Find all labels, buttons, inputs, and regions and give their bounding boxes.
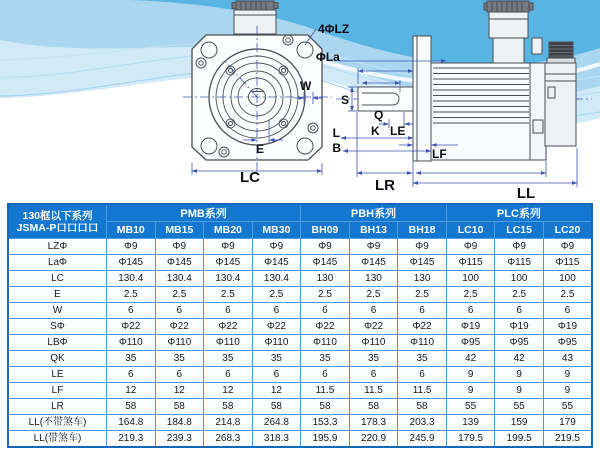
table-cell: 100	[495, 271, 544, 287]
table-cell: Φ9	[252, 239, 301, 255]
table-cell: 12	[204, 383, 253, 399]
table-cell: Φ115	[446, 255, 495, 271]
table-cell: 9	[543, 367, 592, 383]
lifting-lug	[532, 38, 542, 54]
table-cell: 6	[349, 303, 398, 319]
endbell	[530, 63, 546, 160]
table-cell: 35	[155, 351, 204, 367]
table-row	[8, 367, 592, 383]
table-cell: Φ95	[543, 335, 592, 351]
table-cell: Φ9	[349, 239, 398, 255]
table-cell: 9	[543, 383, 592, 399]
label-le: LE	[390, 124, 406, 138]
table-cell: 58	[252, 399, 301, 415]
column-group-header: PBH系列	[301, 204, 447, 222]
table-cell: 178.3	[349, 415, 398, 431]
table-cell: 130.4	[252, 271, 301, 287]
table-cell: 199.5	[495, 431, 544, 448]
table-cell: Φ9	[155, 239, 204, 255]
table-cell: 55	[446, 399, 495, 415]
corner-header	[8, 204, 107, 239]
table-cell: 6	[349, 367, 398, 383]
table-cell: 9	[495, 383, 544, 399]
table-cell: Φ110	[204, 335, 253, 351]
corner-header-line1: 130框以下系列	[22, 209, 93, 222]
row-label: E	[8, 287, 107, 303]
table-cell: 268.3	[204, 431, 253, 448]
table-row	[8, 287, 592, 303]
table-cell: Φ115	[543, 255, 592, 271]
table-cell: 195.9	[301, 431, 350, 448]
table-cell: 130.4	[204, 271, 253, 287]
table-cell: 6	[204, 303, 253, 319]
row-label: LC	[8, 271, 107, 287]
corner-header-line2: JSMA-P口口口口	[16, 221, 99, 234]
table-cell: 2.5	[107, 287, 156, 303]
table-cell: 214.8	[204, 415, 253, 431]
table-cell: Φ22	[349, 319, 398, 335]
label-e: E	[256, 142, 265, 156]
table-cell: 9	[495, 367, 544, 383]
table-cell: Φ145	[349, 255, 398, 271]
table-cell: 35	[349, 351, 398, 367]
table-cell: 2.5	[398, 287, 447, 303]
table-cell: 2.5	[204, 287, 253, 303]
column-header: BH13	[349, 222, 398, 239]
column-header: LC10	[446, 222, 495, 239]
label-lf: LF	[432, 147, 447, 161]
table-cell: 12	[252, 383, 301, 399]
table-cell: Φ9	[543, 239, 592, 255]
table-cell: 6	[155, 303, 204, 319]
table-cell: 58	[107, 399, 156, 415]
table-cell: 219.3	[107, 431, 156, 448]
table-cell: 203.3	[398, 415, 447, 431]
table-cell: 2.5	[349, 287, 398, 303]
table-cell: Φ145	[107, 255, 156, 271]
table-cell: 35	[204, 351, 253, 367]
table-cell: Φ145	[398, 255, 447, 271]
spec-table	[7, 203, 593, 448]
column-header: MB10	[107, 222, 156, 239]
header-group-row	[8, 204, 592, 222]
table-cell: 9	[446, 367, 495, 383]
table-cell: Φ22	[252, 319, 301, 335]
shaft	[358, 87, 413, 111]
table-cell: 2.5	[252, 287, 301, 303]
table-cell: 58	[301, 399, 350, 415]
column-group-header: PMB系列	[107, 204, 301, 222]
table-cell: 130.4	[107, 271, 156, 287]
label-ll: LL	[516, 185, 536, 202]
table-cell: 153.3	[301, 415, 350, 431]
table-cell: Φ22	[398, 319, 447, 335]
column-header: LC15	[495, 222, 544, 239]
label-phi-la: ΦLa	[316, 50, 340, 64]
table-cell: 179	[543, 415, 592, 431]
table-cell: 2.5	[495, 287, 544, 303]
table-cell: 6	[204, 367, 253, 383]
table-row	[8, 303, 592, 319]
table-cell: Φ95	[446, 335, 495, 351]
front-connector	[232, 1, 278, 34]
table-cell: 6	[495, 303, 544, 319]
row-label: QK	[8, 351, 107, 367]
side-flange	[413, 36, 431, 161]
label-b: B	[332, 141, 341, 155]
table-cell: 35	[398, 351, 447, 367]
table-cell: 6	[107, 367, 156, 383]
table-cell: 6	[252, 367, 301, 383]
table-cell: Φ110	[301, 335, 350, 351]
table-row	[8, 399, 592, 415]
table-cell: 2.5	[301, 287, 350, 303]
table-row	[8, 255, 592, 271]
table-cell: 35	[252, 351, 301, 367]
table-cell: 9	[446, 383, 495, 399]
table-cell: 11.5	[398, 383, 447, 399]
row-label: LF	[8, 383, 107, 399]
table-cell: 2.5	[446, 287, 495, 303]
table-cell: 239.3	[155, 431, 204, 448]
row-label: LaΦ	[8, 255, 107, 271]
label-lc: LC	[240, 169, 260, 186]
row-label: LR	[8, 399, 107, 415]
table-cell: Φ19	[495, 319, 544, 335]
table-cell: 264.8	[252, 415, 301, 431]
table-row	[8, 383, 592, 399]
table-cell: Φ145	[252, 255, 301, 271]
table-cell: 220.9	[349, 431, 398, 448]
label-w: W	[300, 79, 312, 93]
table-cell: Φ9	[301, 239, 350, 255]
table-cell: Φ22	[204, 319, 253, 335]
table-row	[8, 431, 592, 448]
table-cell: 58	[204, 399, 253, 415]
table-row	[8, 319, 592, 335]
technical-drawing	[0, 0, 600, 205]
table-cell: Φ145	[155, 255, 204, 271]
table-cell: 11.5	[301, 383, 350, 399]
label-q: Q	[374, 108, 384, 122]
table-cell: 130	[398, 271, 447, 287]
row-label: LBΦ	[8, 335, 107, 351]
table-cell: Φ9	[446, 239, 495, 255]
row-label: W	[8, 303, 107, 319]
table-cell: 55	[495, 399, 544, 415]
table-cell: Φ95	[495, 335, 544, 351]
table-cell: 35	[301, 351, 350, 367]
table-cell: 58	[155, 399, 204, 415]
table-cell: Φ19	[446, 319, 495, 335]
table-cell: 100	[543, 271, 592, 287]
label-l: L	[332, 126, 340, 140]
table-cell: 43	[543, 351, 592, 367]
table-cell: 179.5	[446, 431, 495, 448]
table-cell: 2.5	[543, 287, 592, 303]
table-cell: 6	[398, 367, 447, 383]
table-cell: Φ110	[398, 335, 447, 351]
table-cell: 164.8	[107, 415, 156, 431]
table-cell: Φ145	[301, 255, 350, 271]
column-header: MB30	[252, 222, 301, 239]
row-label: LL(带煞车)	[8, 431, 107, 448]
table-cell: Φ110	[107, 335, 156, 351]
label-s: S	[340, 93, 349, 107]
column-header: BH18	[398, 222, 447, 239]
table-cell: 42	[495, 351, 544, 367]
spec-table-body	[8, 239, 592, 448]
motor-body	[431, 63, 530, 160]
table-cell: 55	[543, 399, 592, 415]
table-cell: 58	[349, 399, 398, 415]
row-label: SΦ	[8, 319, 107, 335]
rear-connector	[545, 42, 576, 146]
table-row	[8, 415, 592, 431]
table-cell: 219.5	[543, 431, 592, 448]
table-cell: 11.5	[349, 383, 398, 399]
label-lr: LR	[375, 177, 395, 194]
table-cell: Φ22	[155, 319, 204, 335]
label-4phi-lz: 4ΦLZ	[318, 22, 350, 36]
column-group-header: PLC系列	[446, 204, 592, 222]
table-cell: 6	[301, 367, 350, 383]
table-cell: Φ145	[204, 255, 253, 271]
table-cell: Φ110	[155, 335, 204, 351]
table-cell: Φ22	[301, 319, 350, 335]
table-cell: 2.5	[155, 287, 204, 303]
table-cell: 100	[446, 271, 495, 287]
table-cell: Φ110	[252, 335, 301, 351]
table-cell: 159	[495, 415, 544, 431]
table-cell: 6	[301, 303, 350, 319]
table-cell: 6	[252, 303, 301, 319]
table-cell: 184.8	[155, 415, 204, 431]
table-row	[8, 239, 592, 255]
table-cell: 58	[398, 399, 447, 415]
table-cell: 6	[107, 303, 156, 319]
column-header: BH09	[301, 222, 350, 239]
column-header: MB20	[204, 222, 253, 239]
row-label: LE	[8, 367, 107, 383]
table-cell: 42	[446, 351, 495, 367]
column-header: MB15	[155, 222, 204, 239]
table-cell: 6	[398, 303, 447, 319]
table-cell: 318.3	[252, 431, 301, 448]
table-cell: 6	[543, 303, 592, 319]
table-cell: 139	[446, 415, 495, 431]
row-label: LZΦ	[8, 239, 107, 255]
table-cell: 12	[155, 383, 204, 399]
table-cell: Φ22	[107, 319, 156, 335]
table-cell: 35	[107, 351, 156, 367]
column-header: LC20	[543, 222, 592, 239]
table-cell: 130.4	[155, 271, 204, 287]
table-cell: 130	[349, 271, 398, 287]
table-row	[8, 351, 592, 367]
table-row	[8, 271, 592, 287]
table-cell: Φ9	[398, 239, 447, 255]
table-cell: Φ110	[349, 335, 398, 351]
table-row	[8, 335, 592, 351]
table-cell: Φ9	[495, 239, 544, 255]
table-cell: 6	[155, 367, 204, 383]
mounting-lug	[533, 120, 543, 133]
table-cell: Φ19	[543, 319, 592, 335]
row-label: LL(不带煞车)	[8, 415, 107, 431]
table-cell: Φ115	[495, 255, 544, 271]
table-cell: Φ9	[204, 239, 253, 255]
table-cell: Φ9	[107, 239, 156, 255]
table-cell: 130	[301, 271, 350, 287]
table-cell: 12	[107, 383, 156, 399]
table-cell: 245.9	[398, 431, 447, 448]
label-k: K	[371, 124, 380, 138]
table-cell: 6	[446, 303, 495, 319]
